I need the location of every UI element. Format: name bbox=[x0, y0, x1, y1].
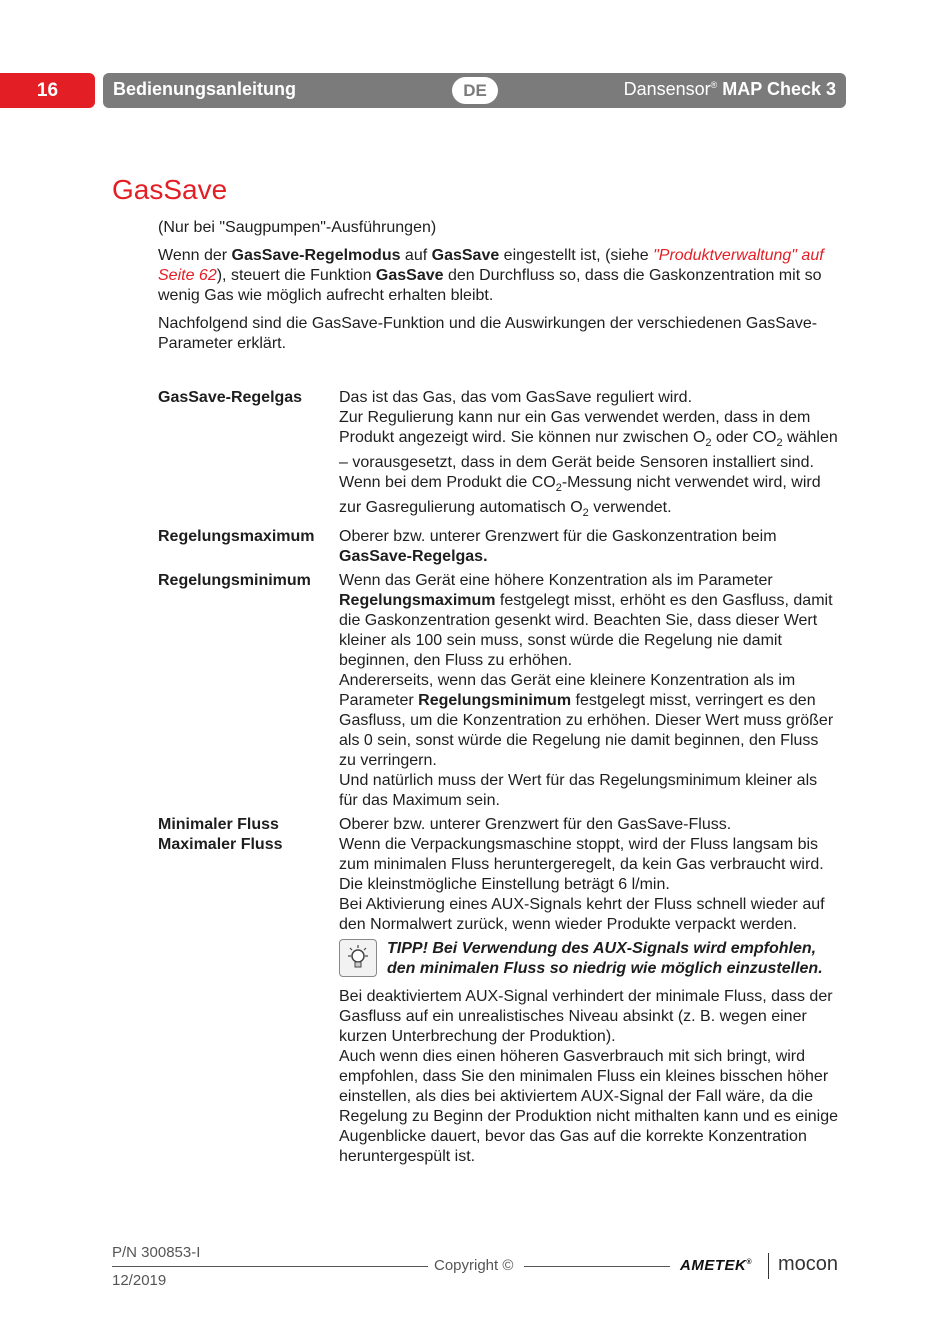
param-terms bbox=[158, 815, 339, 1167]
language-badge bbox=[452, 77, 498, 104]
text bbox=[339, 408, 838, 523]
header-bar bbox=[103, 73, 846, 108]
text: auf bbox=[400, 247, 432, 264]
param-description bbox=[339, 815, 838, 1167]
cross-reference-link[interactable]: "Produktverwaltung" auf Seite 62 bbox=[158, 247, 824, 284]
param-description bbox=[339, 571, 838, 811]
footer-divider bbox=[112, 1266, 428, 1267]
text: den Durchfluss so, dass die Gaskonzentration mit so wenig Gas wie möglich aufrecht erhalten bleibt. bbox=[158, 267, 822, 304]
text: Die kleinstmögliche Einstellung beträgt 6 l/min. bbox=[339, 876, 670, 893]
manual-title: Bedienungsanleitung bbox=[113, 79, 297, 99]
text: Wenn die Verpackungsmaschine stoppt, wird der Fluss langsam bis zum minimalen Fluss heruntergeregelt, da kein Gas verbraucht wird. bbox=[339, 836, 824, 873]
page-number: 16 bbox=[36, 79, 59, 101]
ametek-logo bbox=[680, 1257, 752, 1274]
text: Bei deaktiviertem AUX-Signal verhindert der minimale Fluss, dass der Gasfluss auf ein unrealistisches Niveau absinkt (z. B. wegen einer kurzen Unterbrechung der Produktion). bbox=[339, 988, 833, 1045]
lightbulb-icon bbox=[339, 939, 377, 977]
product-name bbox=[624, 79, 836, 100]
intro-block bbox=[158, 218, 838, 362]
param-maximum bbox=[158, 527, 838, 567]
text bbox=[339, 671, 838, 771]
text: oder CO bbox=[711, 429, 777, 446]
param-term: Regelungsmaximum bbox=[158, 528, 315, 545]
text: ), steuert die Funktion bbox=[216, 267, 376, 284]
param-minimum bbox=[158, 571, 838, 811]
text: festgelegt misst, erhöht es den Gasfluss, damit die Gaskonzentration gesenkt wird. Beachten Sie, dass dieser Wert kleiner als 100 sein muss, sonst würde die Regelung nie damit beginnen, den Fluss zu erhöhen. bbox=[339, 592, 833, 669]
term-regelgas: GasSave-Regelgas. bbox=[339, 548, 488, 565]
section-heading: GasSave bbox=[112, 174, 228, 205]
term-gassave: GasSave bbox=[431, 247, 500, 264]
text: wählen – vorausgesetzt, dass in dem Gerät beide Sensoren installiert sind. Wenn bei dem Produkt die CO bbox=[339, 429, 838, 491]
text: Bei Aktivierung eines AUX-Signals kehrt der Fluss schnell wieder auf den Normalwert zurück, wenn wieder Produkte verpackt werden. bbox=[339, 896, 825, 933]
param-description bbox=[339, 527, 838, 567]
param-term: Regelungsminimum bbox=[158, 572, 311, 589]
product-model: MAP Check 3 bbox=[722, 79, 836, 99]
param-term: Minimaler Fluss bbox=[158, 816, 279, 833]
term-gassave: GasSave bbox=[375, 267, 444, 284]
param-regelgas bbox=[158, 388, 838, 523]
intro-paragraph bbox=[158, 246, 838, 306]
tip-box bbox=[339, 939, 838, 979]
text bbox=[339, 571, 838, 671]
copyright: Copyright © bbox=[434, 1257, 514, 1274]
text: Oberer bzw. unterer Grenzwert für den GasSave-Fluss. bbox=[339, 816, 732, 833]
param-fluss bbox=[158, 815, 838, 1167]
param-term: GasSave-Regelgas bbox=[158, 389, 303, 406]
text: Oberer bzw. unterer Grenzwert für die Gaskonzentration beim bbox=[339, 528, 777, 545]
logo-divider bbox=[768, 1253, 769, 1279]
text: Das ist das Gas, das vom GasSave reguliert wird. bbox=[339, 389, 693, 406]
param-term: Maximaler Fluss bbox=[158, 836, 283, 853]
subscript: 2 bbox=[705, 437, 712, 449]
subscript: 2 bbox=[776, 437, 783, 449]
text: Und natürlich muss der Wert für das Regelungsminimum kleiner als für das Maximum sein. bbox=[339, 772, 818, 809]
text: Wenn der bbox=[158, 247, 232, 264]
text: eingestellt ist, (siehe bbox=[499, 247, 654, 264]
logo-text: mocon bbox=[778, 1253, 839, 1275]
revision-date: 12/2019 bbox=[112, 1272, 167, 1289]
term-maximum: Regelungsmaximum bbox=[339, 592, 496, 609]
text: Auch wenn dies einen höheren Gasverbrauch mit sich bringt, wird empfohlen, dass Sie den minimalen Fluss ein kleines bisschen höher einstellen, als dies bei aktiviertem AUX-Signal der Fall wäre, da die Regelung zu Beginn der Produktion nicht mithalten kann und es einige Augenblicke dauert, bevor das Gas auf die korrekte Konzentration heruntergespült ist. bbox=[339, 1048, 838, 1165]
text: festgelegt misst, verringert es den Gasfluss, um die Konzentration zu erhöhen. Dieser Wert muss größer als 0 sein, sonst würde die Regelung nie damit beginnen, den Fluss zu verringern. bbox=[339, 692, 834, 769]
page-number-tab bbox=[0, 73, 95, 108]
parameter-list bbox=[158, 388, 838, 1171]
term-minimum: Regelungsminimum bbox=[418, 692, 572, 709]
text: -Messung nicht verwendet wird, wird zur Gasregulierung automatisch O bbox=[339, 474, 821, 516]
footer-divider bbox=[524, 1266, 670, 1267]
logo-trademark: ® bbox=[746, 1259, 753, 1266]
text: Andererseits, wenn das Gerät eine kleinere Konzentration als im Parameter bbox=[339, 672, 796, 709]
logo-text: AMETEK bbox=[680, 1257, 747, 1274]
param-description bbox=[339, 388, 838, 523]
intro-note: (Nur bei "Saugpumpen"-Ausführungen) bbox=[158, 219, 437, 236]
text: Wenn das Gerät eine höhere Konzentration als im Parameter bbox=[339, 572, 773, 589]
tip-text: TIPP! Bei Verwendung des AUX-Signals wird empfohlen, den minimalen Fluss so niedrig wie möglich einzustellen. bbox=[387, 940, 823, 977]
explanation-paragraph: Nachfolgend sind die GasSave-Funktion und die Auswirkungen der verschiedenen GasSave-Parameter erklärt. bbox=[158, 315, 818, 352]
brand-trademark: ® bbox=[710, 80, 718, 90]
term-regelmodus: GasSave-Regelmodus bbox=[231, 247, 401, 264]
text: Zur Regulierung kann nur ein Gas verwendet werden, dass in dem Produkt angezeigt wird. Sie können nur zwischen O bbox=[339, 409, 811, 446]
part-number: P/N 300853-I bbox=[112, 1244, 201, 1261]
text: verwendet. bbox=[588, 499, 672, 516]
subscript: 2 bbox=[582, 507, 589, 519]
brand-name: Dansensor bbox=[623, 79, 711, 99]
language-code: DE bbox=[463, 80, 487, 100]
subscript: 2 bbox=[555, 482, 562, 494]
mocon-logo bbox=[778, 1253, 838, 1276]
